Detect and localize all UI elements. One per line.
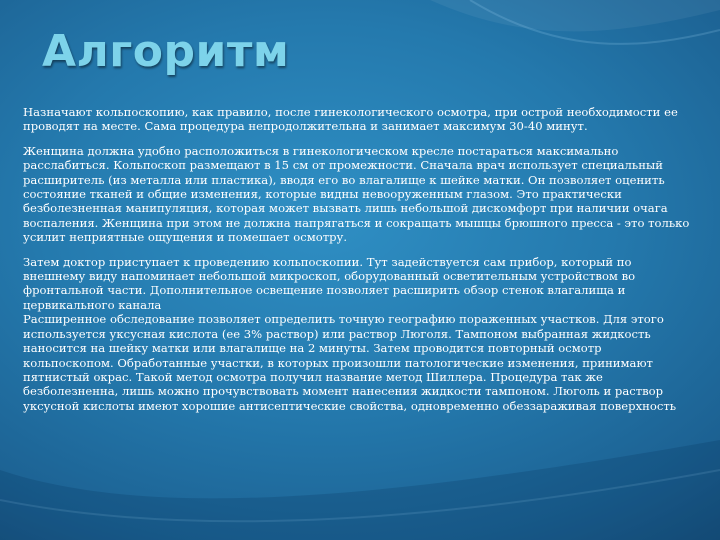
slide-body bbox=[23, 105, 691, 413]
paragraph-colposcopy: Затем доктор приступает к проведению кольпоскопии. Тут задействуется сам прибор, который по внешнему виду напоминает небольшой микроскоп, оборудованный осветительным устройством во фронтальной части. Дополнительное освещение позволяет расширить обзор стенок влагалища и цервикального канала bbox=[23, 254, 636, 312]
page-title: Алгоритм bbox=[42, 26, 290, 77]
paragraph-preparation: Женщина должна удобно расположиться в гинекологическом кресле постараться максимально расслабиться. Кольпоскоп размещают в 15 см от промежности. Сначала врач использует специальный расширитель (из металла или пластика), вводя его во влагалище к шейке матки. Он позволяет оценить состояние тканей и общие изменения, которые видны невооруженным глазом. Это практически безболезненная манипуляция, которая может вызвать лишь небольшой дискомфорт при наличии очага воспаления. Женщина при этом не должна напрягаться и сокращать мышцы брюшного пресса - это только усилит неприятные ощущения и помешает осмотру. bbox=[23, 143, 690, 245]
paragraph-extended-exam: Расширенное обследование позволяет определить точную географию пораженных участков. Для этого используется уксусная кислота (ее 3% раствор) или раствор Люголя. Тампоном выбранная жидкость наносится на шейку матки или влагалище на 2 минуты. Затем проводится повторный осмотр кольпоскопом. Обработанные участки, в которых произошли патологические изменения, принимают пятнистый окрас. Такой метод осмотра получил название метод Шиллера. Процедура так же безболезненна, лишь можно прочувствовать момент нанесения жидкости тампоном. Люголь и раствор уксусной кислоты имеют хорошие антисептические свойства, одновременно обеззараживая поверхность bbox=[23, 312, 677, 413]
paragraph-intro: Назначают кольпоскопию, как правило, после гинекологического осмотра, при острой необходимости ее проводят на месте. Сама процедура непродолжительна и занимает максимум 30-40 минут. bbox=[23, 105, 678, 134]
